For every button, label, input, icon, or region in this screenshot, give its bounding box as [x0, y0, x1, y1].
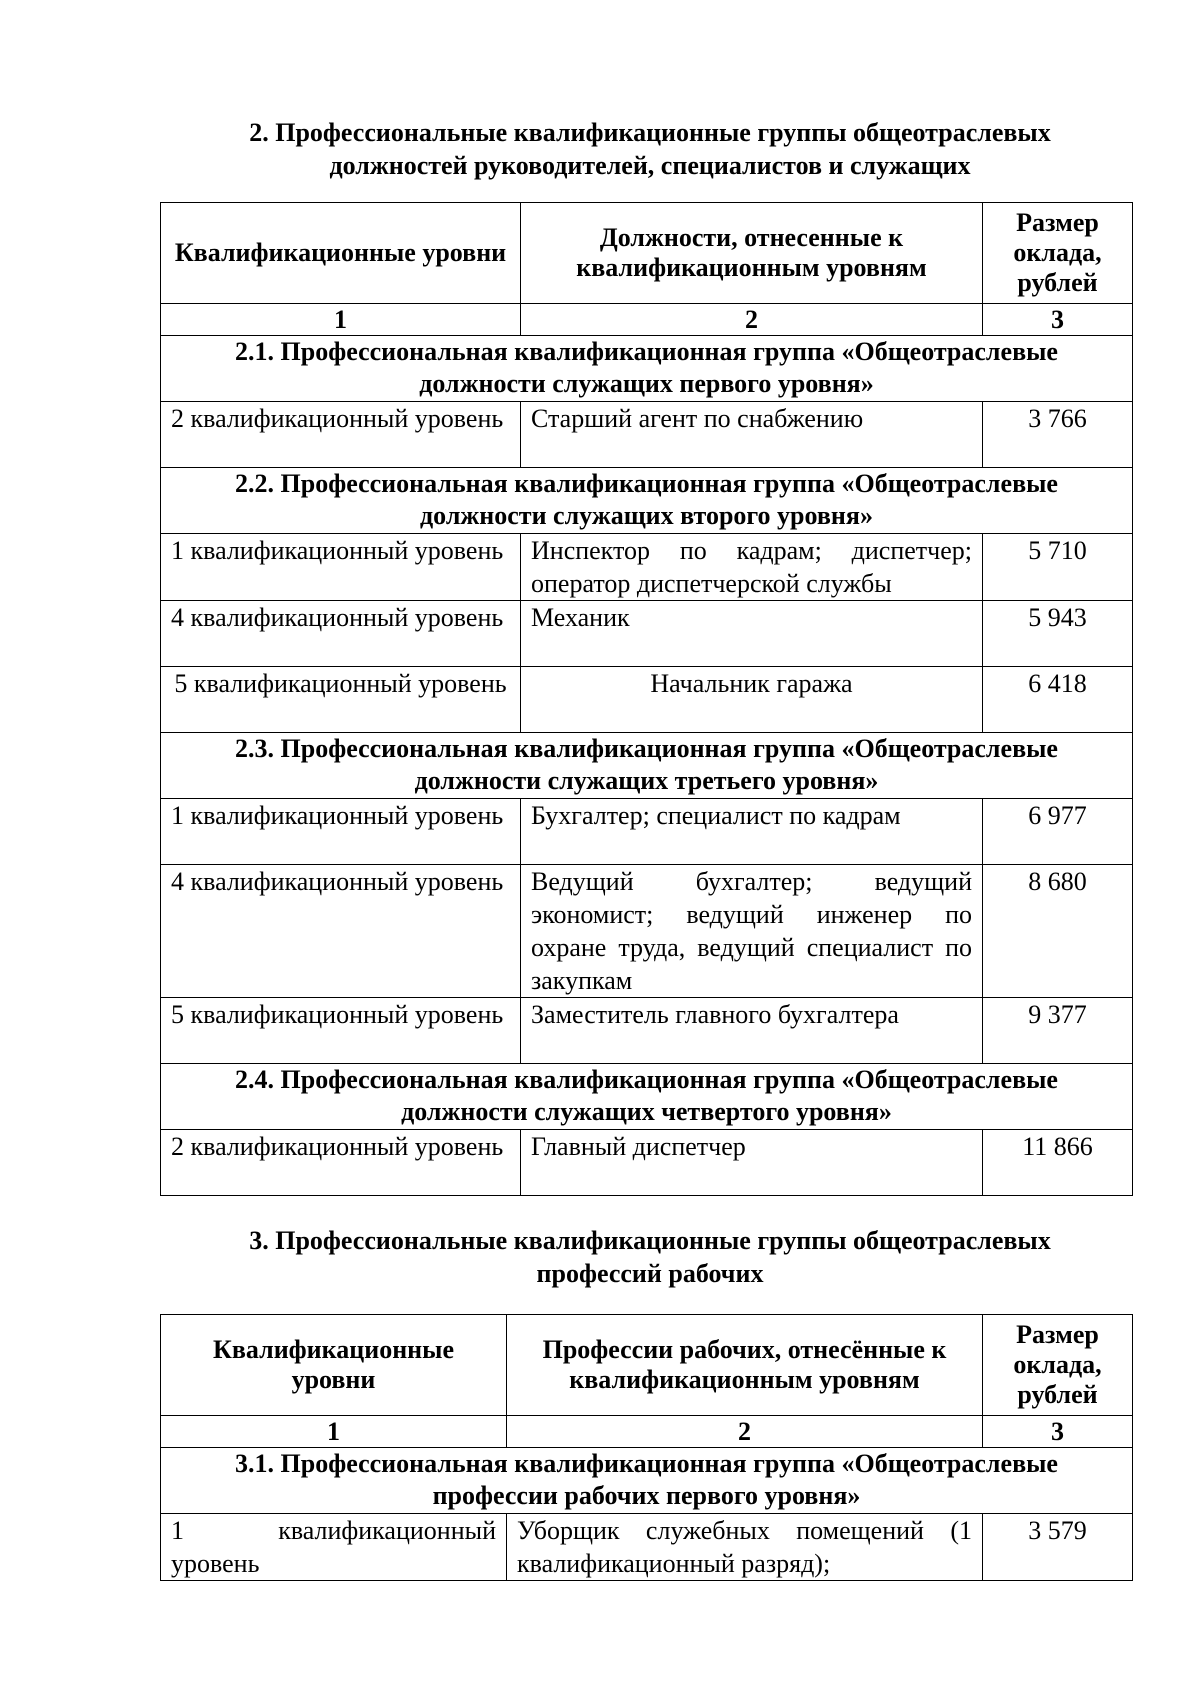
group-row	[161, 1064, 1133, 1130]
positions-cell: Ведущий бухгалтер; ведущий экономист; ведущий инженер по охране труда, ведущий специалист по закупкам	[521, 865, 983, 998]
table-header-row	[161, 1315, 1133, 1416]
column-number-row	[161, 304, 1133, 336]
section-3-heading-line-2: профессий рабочих	[536, 1259, 764, 1288]
table-row	[161, 667, 1133, 733]
group-title: 2.1. Профессиональная квалификационная группа «Общеотраслевые должности служащих первого уровня»	[161, 336, 1133, 402]
positions-cell: Бухгалтер; специалист по кадрам	[521, 799, 983, 865]
section-2-heading-line-2: должностей руководителей, специалистов и служащих	[329, 151, 971, 180]
table-header-row	[161, 203, 1133, 304]
salary-cell: 5 943	[983, 601, 1133, 667]
positions-cell: Главный диспетчер	[521, 1130, 983, 1196]
group-title: 3.1. Профессиональная квалификационная группа «Общеотраслевые профессии рабочих первого уровня»	[161, 1448, 1133, 1514]
table-row	[161, 601, 1133, 667]
level-cell: 4 квалификационный уровень	[161, 601, 521, 667]
table-row	[161, 865, 1133, 998]
salary-cell: 9 377	[983, 998, 1133, 1064]
salary-cell: 11 866	[983, 1130, 1133, 1196]
column-number: 3	[983, 304, 1133, 336]
column-number: 2	[521, 304, 983, 336]
positions-cell: Механик	[521, 601, 983, 667]
level-cell: 4 квалификационный уровень	[161, 865, 521, 998]
salary-cell: 8 680	[983, 865, 1133, 998]
positions-cell: Инспектор по кадрам; диспетчер; оператор диспетчерской службы	[521, 534, 983, 601]
section-3-heading-line-1: 3. Профессиональные квалификационные группы общеотраслевых	[249, 1226, 1051, 1255]
column-number: 1	[161, 304, 521, 336]
level-cell: 5 квалификационный уровень	[161, 998, 521, 1064]
positions-cell: Старший агент по снабжению	[521, 402, 983, 468]
level-cell: 1 квалификационный уровень	[161, 534, 521, 601]
salary-cell: 3 766	[983, 402, 1133, 468]
group-title: 2.2. Профессиональная квалификационная группа «Общеотраслевые должности служащих второго уровня»	[161, 468, 1133, 534]
column-number: 3	[983, 1416, 1133, 1448]
group-title: 2.4. Профессиональная квалификационная группа «Общеотраслевые должности служащих четвертого уровня»	[161, 1064, 1133, 1130]
group-row	[161, 468, 1133, 534]
table-row	[161, 799, 1133, 865]
table-row	[161, 534, 1133, 601]
table-row	[161, 402, 1133, 468]
column-header-professions: Профессии рабочих, отнесённые к квалификационным уровням	[507, 1315, 983, 1416]
column-number: 2	[507, 1416, 983, 1448]
table-row	[161, 998, 1133, 1064]
professions-cell: Уборщик служебных помещений (1 квалификационный разряд);	[507, 1514, 983, 1581]
group-row	[161, 733, 1133, 799]
level-cell: 1 квалификационный уровень	[161, 1514, 507, 1581]
salary-cell: 6 418	[983, 667, 1133, 733]
column-header-salary: Размер оклада, рублей	[983, 203, 1133, 304]
section-3-table	[160, 1314, 1133, 1581]
level-cell: 1 квалификационный уровень	[161, 799, 521, 865]
positions-cell: Заместитель главного бухгалтера	[521, 998, 983, 1064]
level-cell: 2 квалификационный уровень	[161, 1130, 521, 1196]
salary-cell: 3 579	[983, 1514, 1133, 1581]
table-row	[161, 1514, 1133, 1581]
salary-cell: 6 977	[983, 799, 1133, 865]
positions-cell: Начальник гаража	[521, 667, 983, 733]
section-2-heading-line-1: 2. Профессиональные квалификационные группы общеотраслевых	[249, 118, 1051, 147]
column-header-positions: Должности, отнесенные к квалификационным уровням	[521, 203, 983, 304]
group-row	[161, 1448, 1133, 1514]
level-cell: 2 квалификационный уровень	[161, 402, 521, 468]
column-header-level: Квалификационные уровни	[161, 203, 521, 304]
level-cell: 5 квалификационный уровень	[161, 667, 521, 733]
salary-cell: 5 710	[983, 534, 1133, 601]
section-2-table	[160, 202, 1133, 1196]
column-number-row	[161, 1416, 1133, 1448]
group-row	[161, 336, 1133, 402]
column-header-salary: Размер оклада, рублей	[983, 1315, 1133, 1416]
table-row	[161, 1130, 1133, 1196]
column-header-level: Квалификационные уровни	[161, 1315, 507, 1416]
section-2-heading	[160, 116, 1140, 182]
group-title: 2.3. Профессиональная квалификационная группа «Общеотраслевые должности служащих третьего уровня»	[161, 733, 1133, 799]
section-3-heading	[160, 1224, 1140, 1290]
column-number: 1	[161, 1416, 507, 1448]
